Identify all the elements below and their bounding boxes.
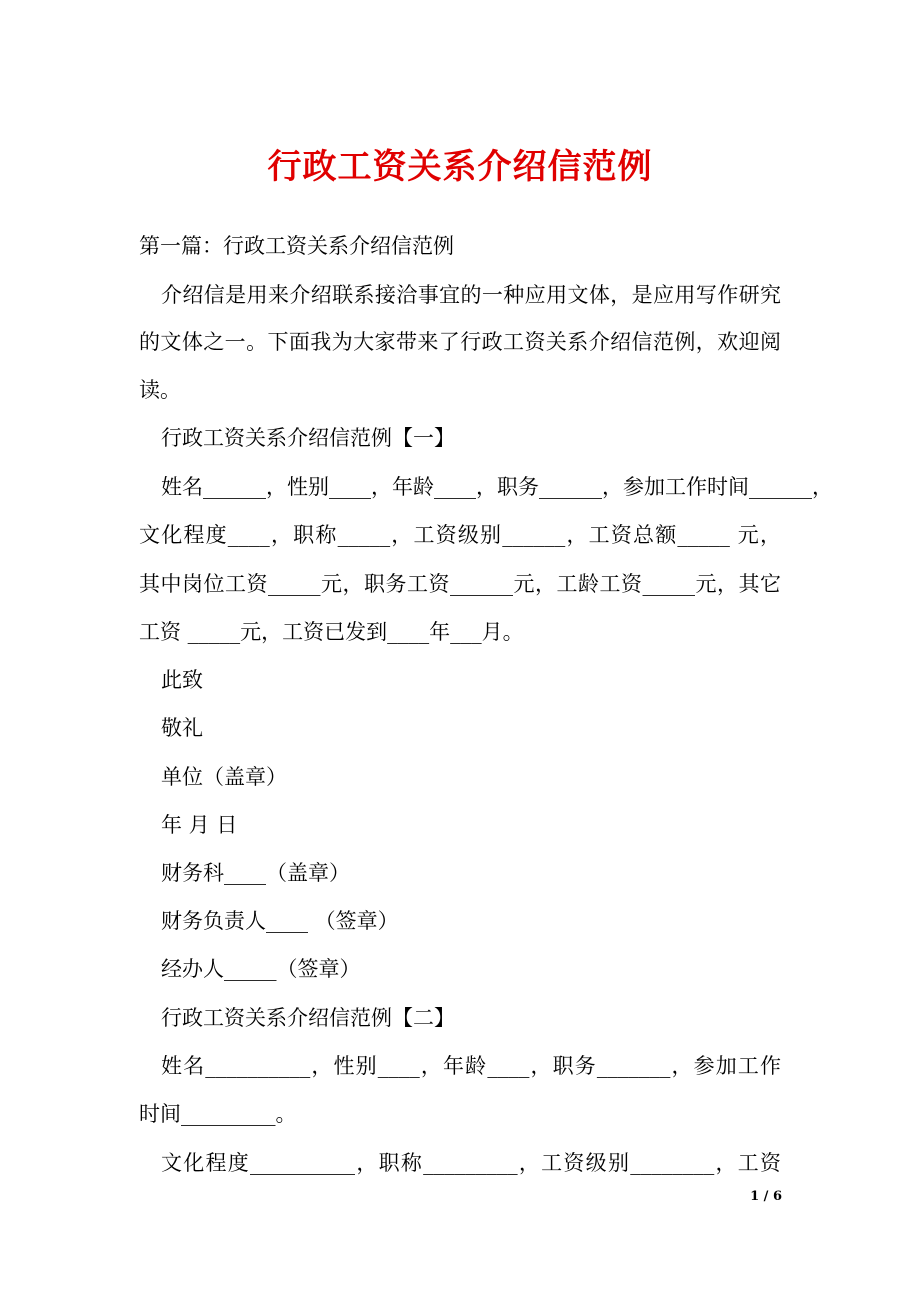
signature-finance-head: 财务负责人____ （签章） <box>161 909 399 933</box>
intro-paragraph-line-2: 的文体之一。下面我为大家带来了行政工资关系介绍信范例，欢迎阅 <box>139 330 781 354</box>
example-2-body-line-1: 姓名__________，性别____，年龄____，职务_______，参加工作 <box>161 1054 781 1078</box>
section-heading: 第一篇：行政工资关系介绍信范例 <box>139 234 454 258</box>
signature-date: 年 月 日 <box>161 813 238 837</box>
example-1-body-line-1: 姓名______，性别____，年龄____，职务______，参加工作时间______， <box>161 475 833 499</box>
intro-paragraph-line-3: 读。 <box>139 378 181 402</box>
example-2-heading: 行政工资关系介绍信范例【二】 <box>161 1006 455 1030</box>
example-1-body-line-2: 文化程度____，职称_____，工资级别______，工资总额_____ 元， <box>139 523 781 547</box>
closing-cizhi: 此致 <box>161 668 203 692</box>
signature-unit-seal: 单位（盖章） <box>161 765 287 789</box>
example-1-body-line-3: 其中岗位工资_____元，职务工资______元，工龄工资_____元，其它 <box>139 572 781 596</box>
example-1-heading: 行政工资关系介绍信范例【一】 <box>161 426 455 450</box>
page-number: 1 / 6 <box>750 1189 782 1204</box>
example-2-body-line-2: 时间_________。 <box>139 1102 297 1126</box>
document-title: 行政工资关系介绍信范例 <box>267 147 653 187</box>
signature-finance-dept: 财务科____（盖章） <box>161 861 350 885</box>
intro-paragraph-line-1: 介绍信是用来介绍联系接洽事宜的一种应用文体，是应用写作研究 <box>161 283 781 307</box>
signature-handler: 经办人_____（签章） <box>161 957 361 981</box>
example-2-body-line-3: 文化程度__________，职称_________，工资级别________，工资 <box>161 1151 781 1175</box>
example-1-body-line-4: 工资 _____元，工资已发到____年___月。 <box>139 620 524 644</box>
closing-jingli: 敬礼 <box>161 716 203 740</box>
